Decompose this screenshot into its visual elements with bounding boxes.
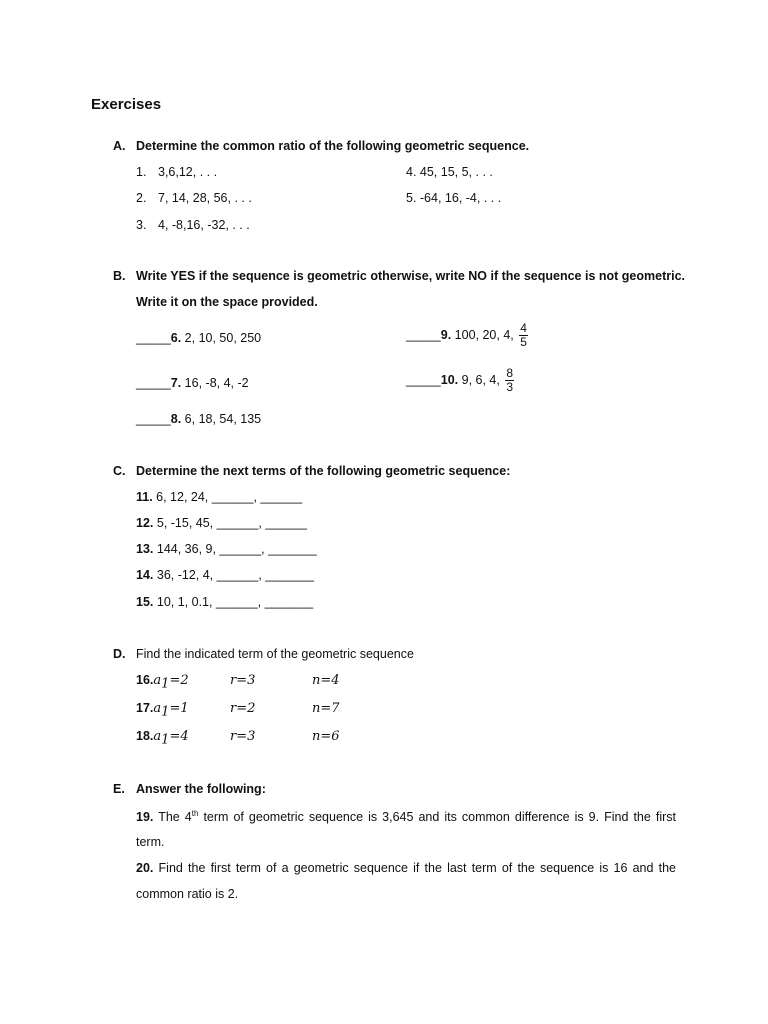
item-number: 16. [136,673,154,687]
question-19-line1 [136,809,676,824]
answer-blank[interactable]: _____ [136,412,171,426]
section-c-instruction: Determine the next terms of the following geometric sequence: [136,464,511,478]
a-subscript: 1 [161,676,170,692]
item-9 [406,322,528,349]
item-text: 5, -15, 45, ______, ______ [153,516,307,530]
fraction-numerator: 4 [520,321,527,335]
item-3-text: 4, -8,16, -32, . . . [158,218,250,232]
item-1-number: 1. [136,165,147,179]
a1-value: =2 [169,673,189,688]
item-number: 17. [136,701,154,715]
fraction-denominator: 3 [506,380,514,394]
fraction-8-3 [505,367,514,394]
item-5-text: 5. -64, 16, -4, . . . [406,191,502,205]
question-20-line1 [136,861,676,875]
section-a-instruction: Determine the common ratio of the following geometric sequence. [136,139,530,153]
item-number: 8. [170,412,182,426]
item-18-n: n=6 [312,729,340,744]
a1-value: =1 [169,701,189,716]
item-text: 144, 36, 9, ______, _______ [153,542,317,556]
answer-blank[interactable]: _____ [406,372,441,387]
item-17-n: n=7 [312,701,340,716]
section-c-letter: C. [113,464,126,478]
item-11 [136,490,302,504]
item-17 [136,701,189,720]
item-18 [136,729,189,748]
item-number: 9. [440,327,452,342]
item-text: 100, 20, 4, [451,327,514,342]
item-number: 14. [136,568,154,582]
section-b-instruction-line2: Write it on the space provided. [136,295,318,309]
q19-part2: term of geometric sequence is 3,645 and its common difference is 9. Find the first [198,810,676,825]
item-16-n: n=4 [312,673,340,688]
item-number: 18. [136,729,154,743]
item-4-text: 4. 45, 15, 5, . . . [406,165,493,179]
item-3-number: 3. [136,218,147,232]
item-8 [136,412,261,426]
item-number: 7. [170,376,182,390]
item-2-number: 2. [136,191,147,205]
item-number: 6. [170,331,182,345]
item-number: 19. [136,810,154,825]
question-19-line2: term. [136,835,165,849]
item-13 [136,542,317,556]
section-d-letter: D. [113,647,126,661]
a-subscript: 1 [161,704,170,720]
item-text: 6, 18, 54, 135 [181,412,262,426]
item-14 [136,568,314,582]
item-16 [136,673,189,692]
a-subscript: 1 [161,732,170,748]
item-15 [136,595,313,609]
answer-blank[interactable]: _____ [406,327,441,342]
item-number: 11. [136,490,153,504]
item-7 [136,376,249,390]
item-number: 13. [136,542,154,556]
fraction-numerator: 8 [506,366,514,380]
section-e-letter: E. [113,782,125,796]
item-text: 10, 1, 0.1, ______, _______ [153,595,314,609]
item-17-r: r=2 [230,701,256,716]
item-text: 16, -8, 4, -2 [181,376,249,390]
q19-superscript: th [191,809,199,818]
item-text: 6, 12, 24, ______, ______ [152,490,303,504]
answer-blank[interactable]: _____ [136,331,171,345]
fraction-denominator: 5 [520,335,527,349]
section-b-instruction-line1: Write YES if the sequence is geometric otherwise, write NO if the sequence is not geometric. [136,269,685,283]
item-16-r: r=3 [230,673,256,688]
item-10 [406,367,514,394]
item-12 [136,516,307,530]
section-b-letter: B. [113,269,126,283]
section-d-instruction: Find the indicated term of the geometric sequence [136,647,414,661]
item-number: 20. [136,861,154,875]
item-number: 15. [136,595,154,609]
item-text: 36, -12, 4, ______, _______ [153,568,314,582]
question-20-line2: common ratio is 2. [136,887,239,901]
q19-part1: The 4 [153,810,192,825]
a-symbol: a [153,701,162,716]
a1-value: =4 [169,729,189,744]
item-2-text: 7, 14, 28, 56, . . . [158,191,252,205]
section-e-instruction: Answer the following: [136,782,266,796]
item-18-r: r=3 [230,729,256,744]
a-symbol: a [153,729,162,744]
fraction-4-5 [519,322,528,349]
page-title: Exercises [91,96,162,113]
section-a-letter: A. [113,139,126,153]
item-text: 2, 10, 50, 250 [181,331,262,345]
item-number: 12. [136,516,154,530]
a-symbol: a [153,673,162,688]
item-number: 10. [440,372,459,387]
item-1-text: 3,6,12, . . . [158,165,218,179]
item-6 [136,331,261,345]
answer-blank[interactable]: _____ [136,376,171,390]
q20-line1: Find the first term of a geometric sequence if the last term of the sequence is 16 and the [153,861,676,875]
item-text: 9, 6, 4, [458,372,500,387]
